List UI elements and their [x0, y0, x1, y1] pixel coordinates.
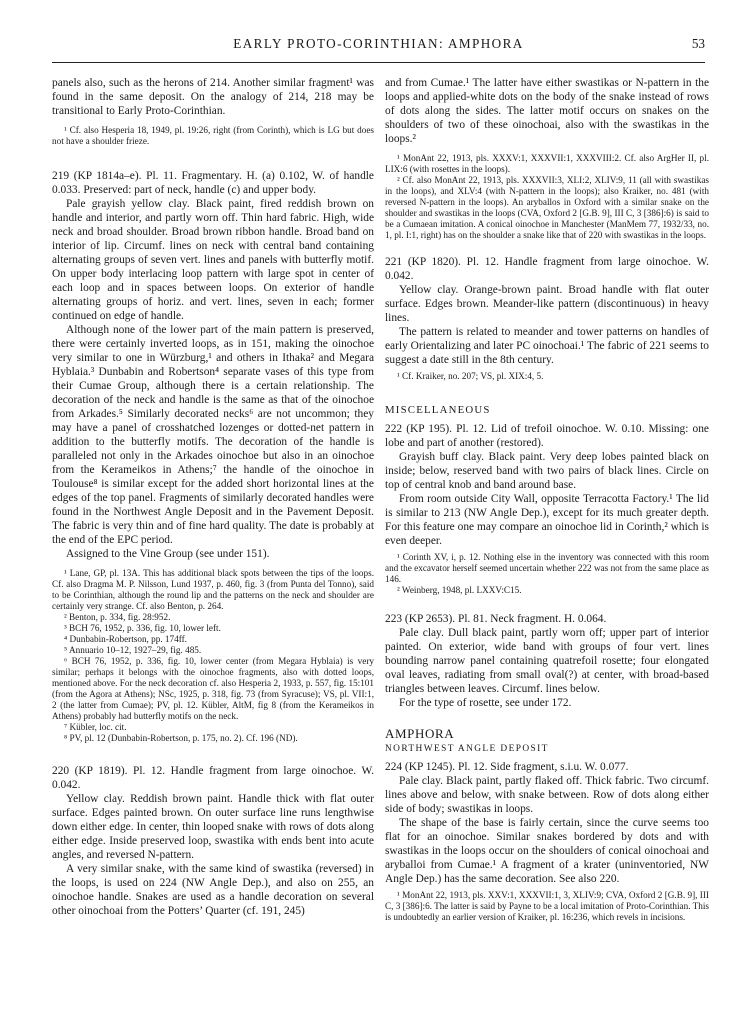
entry-219-discussion: Although none of the lower part of the main pattern is preserved, there were certainly inverted loops, as in 151, making the oinochoe very similar to one in Würzburg,¹ and others in Ithaka² and Megara Hyblaia.³ Dunbabin and Robertson⁴ separate vases of this type from their Cumae Group, although there is a certain relationship. The decoration of the neck and handle is the same as that of the oinochoe from Arkades.⁵ Similarly decorated necks⁶ are not uncommon; they may have a panel of crosshatched lozenges or dotted-net pattern in addition to the butterfly motifs. The decoration of the handle is paralleled not only in the Arkades oinochoe but also in an oinochoe from the Kerameikos in Athens;⁷ the handle of the oinochoe in Toulouse⁸ is similar except for the added short horizontal lines at the edges of the top panel. Fragments of similarly decorated handles were found in the Northwest Angle Deposit and in the Pavement Deposit. The fabric is very thin and of fine hard quality. The date is probably at the end of the EPC period.	[52, 324, 374, 546]
entry-223-description: Pale clay. Dull black paint, partly worn off; upper part of interior painted. On exterior, wide band with groups of four vert. lines bounding narrow panel containing quatrefoil rosette; four elongated oval leaves, radiating from small oval(?) at center, with broad-based triangles between leaves. Circumf. lines below.	[385, 627, 709, 695]
footnote: ¹ Cf. Kraiker, no. 207; VS, pl. XIX:4, 5.	[397, 371, 544, 381]
entry-224-description: Pale clay. Black paint, partly flaked off. Thick fabric. Two circumf. lines above and below, with snake between. Row of dots along either side of body; swastikas in loops.	[385, 775, 709, 815]
entry-222-discussion: From room outside City Wall, opposite Terracotta Factory.¹ The lid is similar to 213 (NW Angle Dep.), except for its much greater depth. For this feature one may compare an oinochoe lid in Corinth,² which is even deeper.	[385, 493, 709, 547]
footnote: ¹ Cf. also Hesperia 18, 1949, pl. 19:26, right (from Corinth), which is LG but does not have a shoulder frieze.	[52, 125, 374, 146]
footnote: ⁴ Dunbabin-Robertson, pp. 174ff.	[64, 634, 187, 644]
section-heading-miscellaneous: MISCELLANEOUS	[385, 404, 491, 416]
entry-221-description: Yellow clay. Orange-brown paint. Broad handle with flat outer surface. Edges brown. Meander-like pattern (discontinuous) in heavy lines.	[385, 284, 709, 324]
entry-220-heading: 220 (KP 1819). Pl. 12. Handle fragment from large oinochoe. W. 0.042.	[52, 765, 374, 791]
entry-219-assignment: Assigned to the Vine Group (see under 151).	[66, 548, 270, 560]
footnote: ⁶ BCH 76, 1952, p. 336, fig. 10, lower center (from Megara Hyblaia) is very similar; perhaps it belongs with the oinochoe fragments, also with dotted loops, mentioned above. For the neck decoration cf. also Hesperia 2, 1933, p. 557, fig. 15:101 (from the Agora at Athens); NSc, 1925, p. 318, fig. 73 (from Syracuse); VS, pl. VII:1, 2 (the latter from Cumae); PV, pl. 12. Kübler, AltM, fig 8 (from the Kerameikos in Athens) probably had butterfly motifs on the neck.	[52, 656, 374, 721]
entry-223-discussion: For the type of rosette, see under 172.	[399, 697, 572, 709]
entry-223-heading: 223 (KP 2653). Pl. 81. Neck fragment. H. 0.064.	[385, 613, 607, 625]
footnote: ² Benton, p. 334, fig. 28:952.	[64, 612, 171, 622]
subsection-heading-northwest-angle-deposit: NORTHWEST ANGLE DEPOSIT	[385, 744, 549, 754]
footnote: ¹ Corinth XV, i, p. 12. Nothing else in the inventory was connected with this room and the excavator herself seemed uncertain whether 222 was not from the same place as 146.	[385, 552, 709, 584]
entry-221-heading: 221 (KP 1820). Pl. 12. Handle fragment from large oinochoe. W. 0.042.	[385, 256, 709, 282]
header-rule	[52, 62, 705, 63]
left-column	[52, 76, 374, 918]
entry-220-description: Yellow clay. Reddish brown paint. Handle thick with flat outer surface. Edges painted brown. On outer surface line runs lengthwise down either edge. In center, thin looped snake with rows of dots along either edge. Inside preserved loop, swastika with ends bent into acute angles, and reversed N-pattern.	[52, 793, 374, 861]
section-heading-amphora: AMPHORA	[385, 726, 455, 741]
entry-222-description: Grayish buff clay. Black paint. Very deep lobes painted black on inside; below, reserved band with two pairs of black lines. Circle on top of central knob and band around base.	[385, 451, 709, 491]
entry-220-discussion: A very similar snake, with the same kind of swastika (reversed) in the loops, is used on 224 (NW Angle Dep.), and also on 255, an oinochoe handle. Snakes are used as a handle decoration on several other oinochoai from the Potters’ Quarter (cf. 191, 245)	[52, 863, 374, 917]
entry-219-description: Pale grayish yellow clay. Black paint, fired reddish brown on handle and interior, and partly worn off. Thin hard fabric. High, wide neck and broad shoulder. Broad brown ribbon handle. Broad band on interior of lip. Circumf. lines on neck with central band containing alternating groups of seven vert. lines and panels with butterfly motif. On upper body interlacing loop pattern with large spot in center of each loop and in spaces between loops. On exterior of handle alternating groups of horiz. and vert. lines, seven in each; former continued on edge of handle.	[52, 198, 374, 322]
footnote: ³ BCH 76, 1952, p. 336, fig. 10, lower left.	[64, 623, 221, 633]
entry-219-heading: 219 (KP 1814a–e). Pl. 11. Fragmentary. H. (a) 0.102, W. of handle 0.033. Preserved: part of neck, handle (c) and upper body.	[52, 170, 374, 196]
entry-224-discussion: The shape of the base is fairly certain, since the curve seems too flat for an oinochoe. Similar snakes bordered by dots and with swastikas in the loops occur on the shoulders of conical oinochoai and aryballoi from Cumae.¹ A fragment of a krater (uninventoried, NW Angle Dep.) has the same decoration. See also 220.	[385, 817, 709, 885]
running-title: EARLY PROTO-CORINTHIAN: AMPHORA	[233, 36, 524, 51]
footnote: ¹ Lane, GP, pl. 13A. This has additional black spots between the tips of the loops. Cf. also Dragma M. P. Nilsson, Lund 1937, p. 460, fig. 3 (from Punta del Tonno), said to be Corinthian, although the round lip and the patterns on the neck and shoulder are certainly very strange. Cf. also Benton, p. 264.	[52, 568, 374, 611]
footnote: ² Cf. also MonAnt 22, 1913, pls. XXXVII:3, XLI:2, XLIV:9, 11 (all with swastikas in the loops), and XLV:4 (with N-pattern in the loops); also Kraiker, no. 481 (with reversed N-pattern in the loops). An aryballos in Oxford with a similar snake on the shoulder and swastikas in the loops (CVA, Oxford 2 [G.B. 9], III C, 3 [386]:6) is said to be a Cumaean imitation. A conical oinochoe in Manchester (ManMem 77, 1932/33, no. 1, pl. I:1, right) has on the shoulder a snake like that of 220 with swastikas in the loops.	[385, 175, 709, 240]
right-column	[385, 76, 709, 923]
entry-222-heading: 222 (KP 195). Pl. 12. Lid of trefoil oinochoe. W. 0.10. Missing: one lobe and part of another (restored).	[385, 423, 709, 449]
running-head	[52, 36, 705, 58]
entry-224-heading: 224 (KP 1245). Pl. 12. Side fragment, s.i.u. W. 0.077.	[385, 761, 629, 773]
footnote: ¹ MonAnt 22, 1913, pls. XXV:1, XXXVII:1, 3, XLIV:9; CVA, Oxford 2 [G.B. 9], III C, 3 [386]:6. The latter is said by Payne to be a local imitation of Proto-Corinthian. This is undoubtedly an earlier version of Kraiker, pl. 16:236, which revels in incisions.	[385, 890, 709, 922]
footnote: ² Weinberg, 1948, pl. LXXV:C15.	[397, 585, 522, 595]
footnote: ⁵ Annuario 10–12, 1927–29, fig. 485.	[64, 645, 202, 655]
footnote: ⁷ Kübler, loc. cit.	[64, 722, 127, 732]
intro-paragraph: panels also, such as the herons of 214. Another similar fragment¹ was found in the same deposit. On the analogy of 214, 218 may be transitional to Early Proto-Corinthian.	[52, 77, 374, 117]
footnote: ⁸ PV, pl. 12 (Dunbabin-Robertson, p. 175, no. 2). Cf. 196 (ND).	[64, 733, 298, 743]
page-number: 53	[691, 36, 705, 51]
entry-221-discussion: The pattern is related to meander and tower patterns on handles of early Orientalizing and later PC oinochoai.¹ The fabric of 221 seems to suggest a date still in the 8th century.	[385, 326, 709, 366]
entry-220-continuation: and from Cumae.¹ The latter have either swastikas or N-pattern in the loops and applied-white dots on the body of the snake instead of rows of dots along the sides. The latter motif occurs on snakes on the shoulders of two of these oinochoai, also with the swastikas in the loops.²	[385, 77, 709, 145]
footnote: ¹ MonAnt 22, 1913, pls. XXXV:1, XXXVII:1, XXXVIII:2. Cf. also ArgHer II, pl. LIX:6 (with rosettes in the loops).	[385, 153, 709, 174]
